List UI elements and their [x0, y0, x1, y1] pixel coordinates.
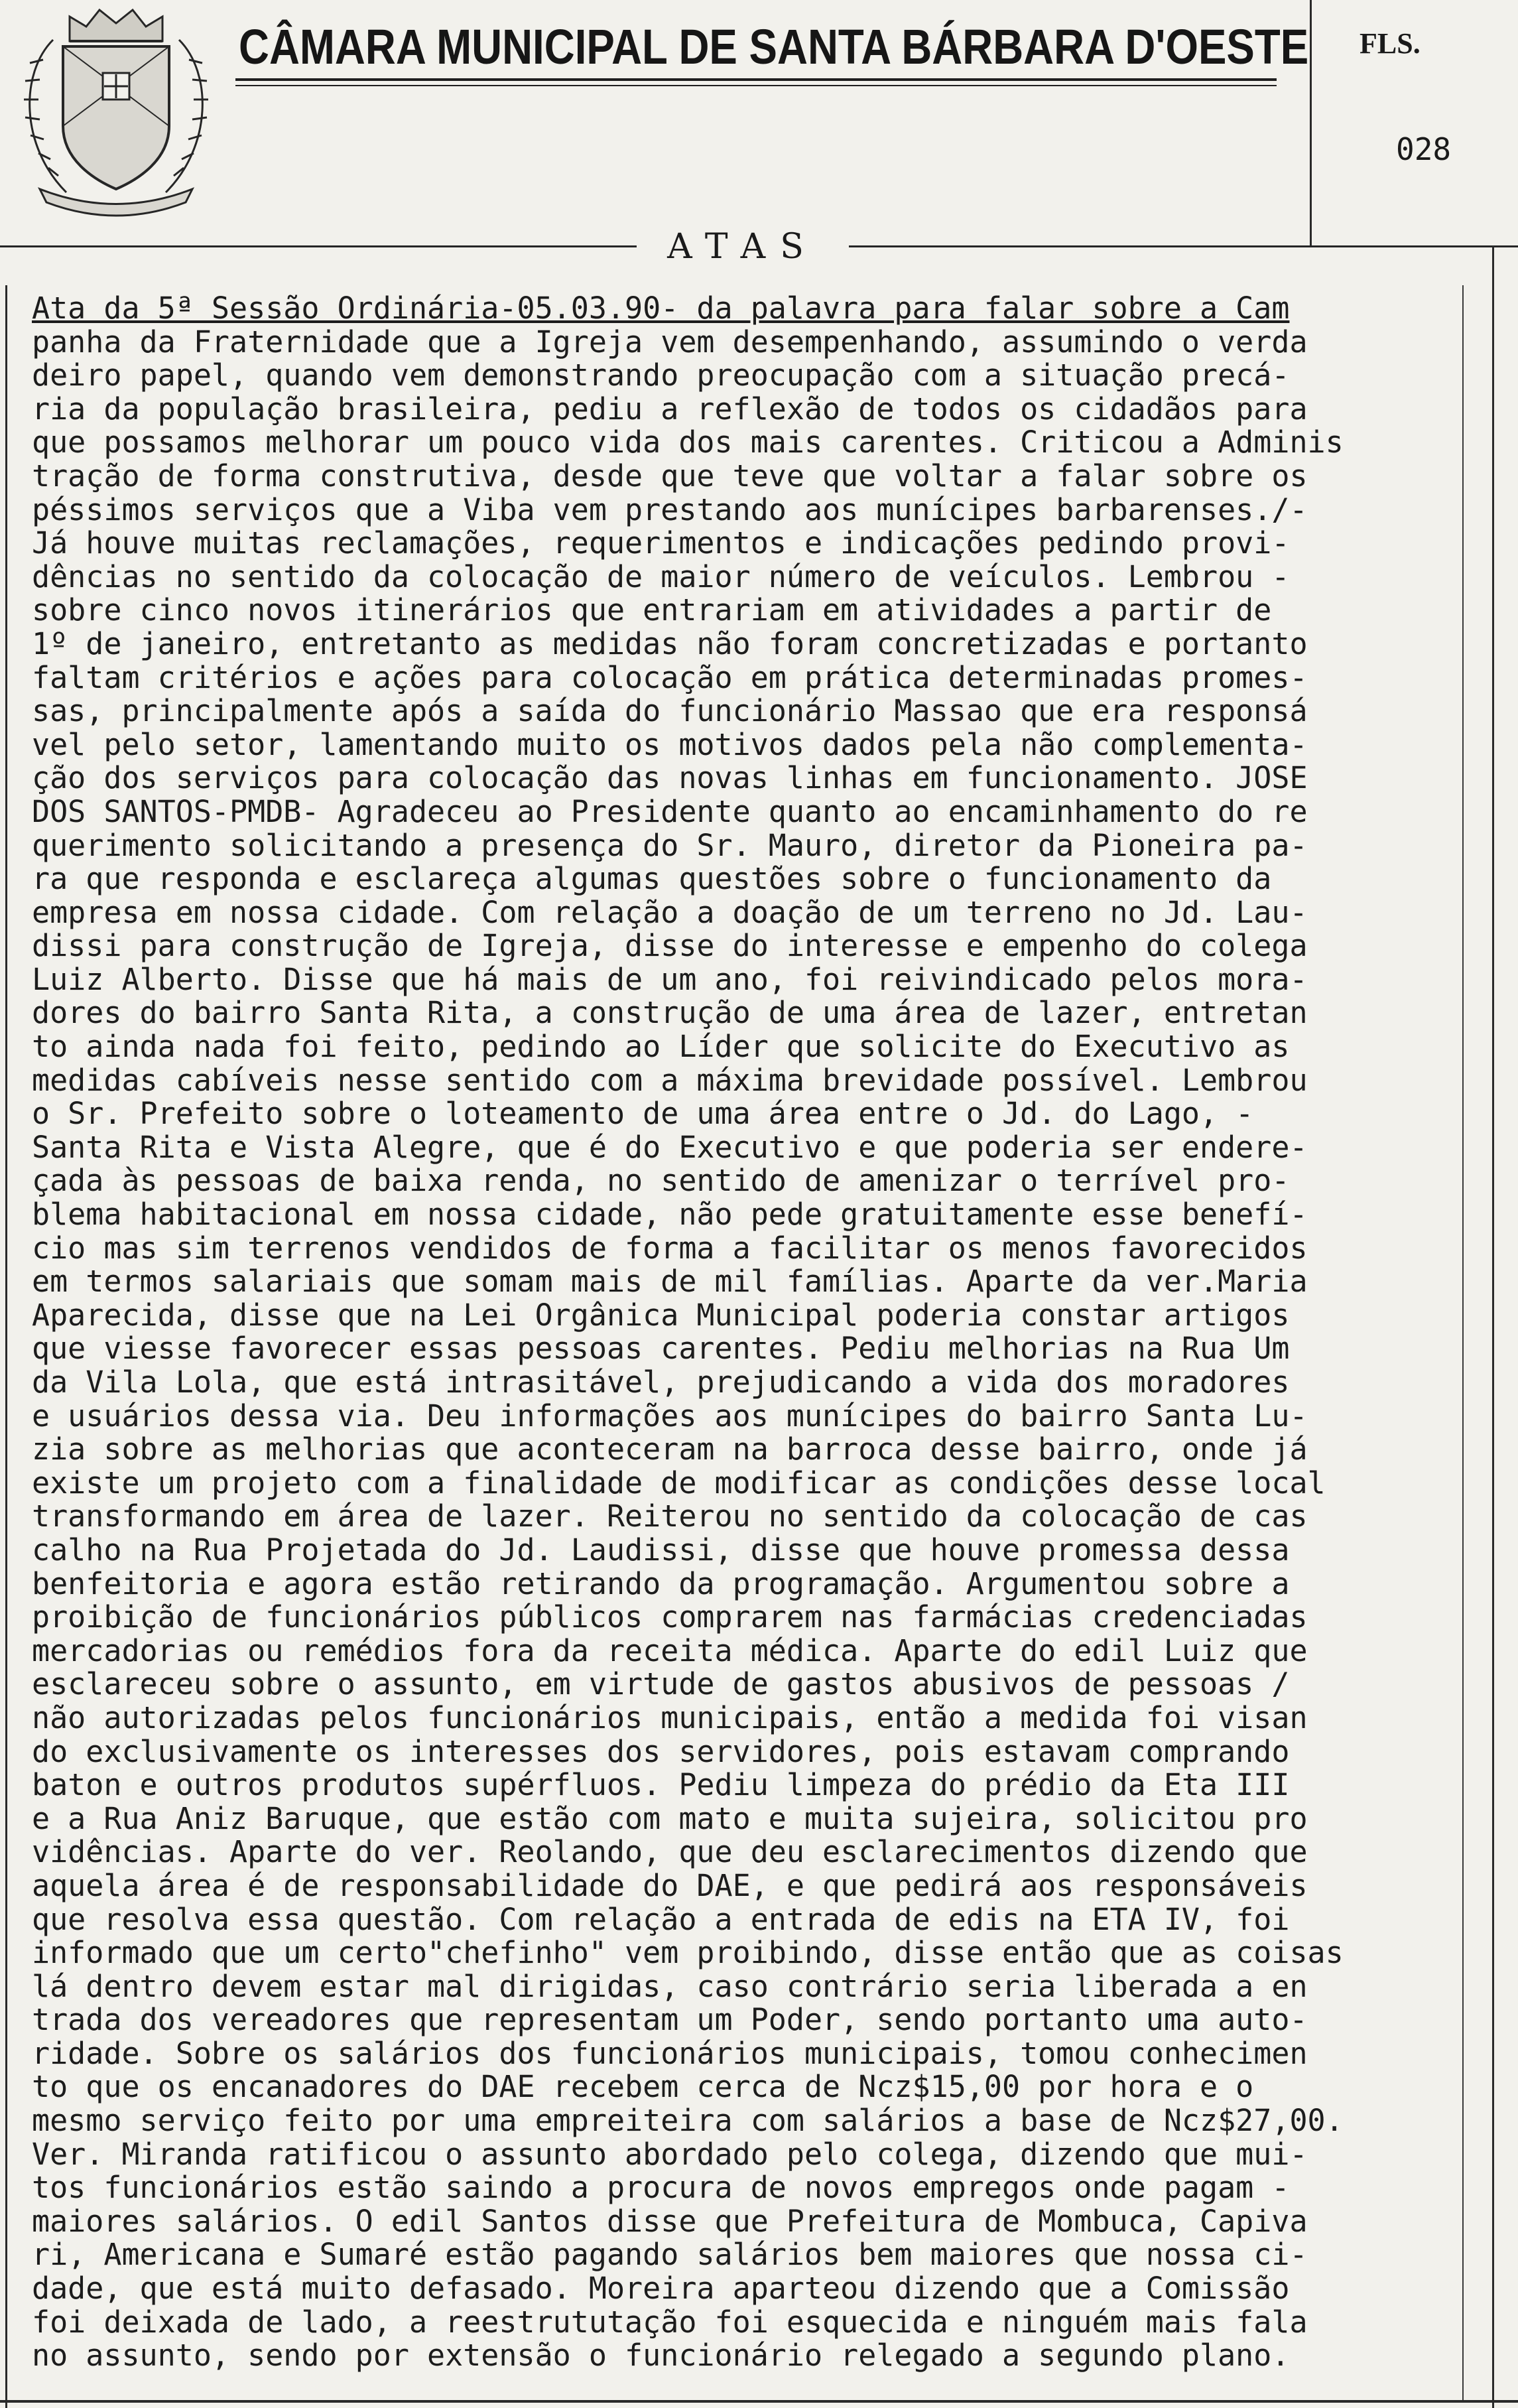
text-line: mesmo serviço feito por uma empreiteira com salários a base de Ncz$27,00.: [32, 2103, 1344, 2139]
header-divider: [1310, 0, 1312, 245]
text-line: Ata da 5ª Sessão Ordinária-05.03.90- da palavra para falar sobre a Cam: [32, 291, 1290, 326]
folio-label: FLS.: [1360, 27, 1421, 60]
text-line: dores do bairro Santa Rita, a construção de uma área de lazer, entretan: [32, 995, 1308, 1031]
text-line: cio mas sim terrenos vendidos de forma a facilitar os menos favorecidos: [32, 1230, 1308, 1266]
text-line: transformando em área de lazer. Reiterou no sentido da colocação de cas: [32, 1499, 1308, 1534]
title-underline-thin: [235, 85, 1277, 86]
text-line: que resolva essa questão. Com relação a entrada de edis na ETA IV, foi: [32, 1901, 1290, 1937]
frame-border-bottom: [0, 2400, 1518, 2403]
text-line: sas, principalmente após a saída do funcionário Massao que era responsá: [32, 693, 1308, 729]
text-line: lá dentro devem estar mal dirigidas, caso contrário seria liberada a en: [32, 1968, 1308, 2004]
section-rule-right: [849, 245, 1518, 247]
text-line: calho na Rua Projetada do Jd. Laudissi, disse que houve promessa dessa: [32, 1532, 1290, 1568]
text-line: tos funcionários estão saindo a procura de novos empregos onde pagam -: [32, 2170, 1290, 2206]
text-line: baton e outros produtos supérfluos. Pediu limpeza do prédio da Eta III: [32, 1767, 1290, 1803]
text-line: to que os encanadores do DAE recebem cerca de Ncz$15,00 por hora e o: [32, 2069, 1254, 2105]
title-underline: [235, 78, 1277, 81]
text-line: blema habitacional em nossa cidade, não pede gratuitamente esse benefí-: [32, 1197, 1308, 1233]
text-line: dissi para construção de Igreja, disse do interesse e empenho do colega: [32, 928, 1308, 964]
text-line: Já houve muitas reclamações, requerimentos e indicações pedindo provi-: [32, 525, 1290, 561]
text-line: e usuários dessa via. Deu informações aos munícipes do bairro Santa Lu-: [32, 1398, 1308, 1434]
text-line: em termos salariais que somam mais de mil famílias. Aparte da ver.Maria: [32, 1264, 1308, 1300]
section-title: ATAS: [667, 227, 818, 267]
text-line: no assunto, sendo por extensão o funcionário relegado a segundo plano.: [32, 2338, 1290, 2374]
text-line: informado que um certo"chefinho" vem proibindo, disse então que as coisas: [32, 1935, 1344, 1971]
text-line: 1º de janeiro, entretanto as medidas não foram concretizadas e portanto: [32, 626, 1308, 661]
text-line: ri, Americana e Sumaré estão pagando salários bem maiores que nossa ci-: [32, 2237, 1308, 2273]
text-line: sobre cinco novos itinerários que entrariam em atividades a partir de: [32, 592, 1272, 628]
text-line: ria da população brasileira, pediu a reflexão de todos os cidadãos para: [32, 391, 1308, 427]
text-line: querimento solicitando a presença do Sr. Mauro, diretor da Pioneira pa-: [32, 827, 1308, 863]
text-line: ridade. Sobre os salários dos funcionários municipais, tomou conhecimen: [32, 2035, 1308, 2071]
text-line: que possamos melhorar um pouco vida dos mais carentes. Criticou a Adminis: [32, 425, 1344, 460]
text-line: ra que responda e esclareça algumas questões sobre o funcionamento da: [32, 861, 1272, 897]
text-line: deiro papel, quando vem demonstrando preocupação com a situação precá-: [32, 358, 1290, 393]
text-line: dências no sentido da colocação de maior número de veículos. Lembrou -: [32, 559, 1290, 594]
text-line: e a Rua Aniz Baruque, que estão com mato e muita sujeira, solicitou pro: [32, 1800, 1308, 1836]
text-line: to ainda nada foi feito, pedindo ao Líder que solicite do Executivo as: [32, 1029, 1290, 1065]
text-line: dade, que está muito defasado. Moreira aparteou dizendo que a Comissão: [32, 2271, 1290, 2307]
text-line: não autorizadas pelos funcionários municipais, então a medida foi visan: [32, 1700, 1308, 1735]
section-rule-left: [0, 245, 637, 247]
text-line: o Sr. Prefeito sobre o loteamento de uma área entre o Jd. do Lago, -: [32, 1096, 1254, 1132]
text-line: benfeitoria e agora estão retirando da programação. Argumentou sobre a: [32, 1566, 1290, 1601]
text-line: Ver. Miranda ratificou o assunto abordado pelo colega, dizendo que mui-: [32, 2136, 1308, 2172]
text-line: faltam critérios e ações para colocação em prática determinadas promes-: [32, 659, 1308, 695]
text-line: tração de forma construtiva, desde que teve que voltar a falar sobre os: [32, 458, 1308, 494]
text-line: empresa em nossa cidade. Com relação a doação de um terreno no Jd. Lau-: [32, 894, 1308, 930]
document-header-title: CÂMARA MUNICIPAL DE SANTA BÁRBARA D'OESTE: [239, 19, 1309, 74]
frame-border-right: [1492, 245, 1494, 2408]
folio-number: 028: [1396, 131, 1452, 167]
text-line: ção dos serviços para colocação das novas linhas em funcionamento. JOSE: [32, 760, 1308, 796]
text-line: vidências. Aparte do ver. Reolando, que deu esclarecimentos dizendo que: [32, 1834, 1308, 1870]
text-line: Aparecida, disse que na Lei Orgânica Municipal poderia constar artigos: [32, 1297, 1290, 1333]
text-line: medidas cabíveis nesse sentido com a máxima brevidade possível. Lembrou: [32, 1062, 1308, 1098]
text-line: zia sobre as melhorias que aconteceram na barroca desse bairro, onde já: [32, 1432, 1308, 1467]
text-line: DOS SANTOS-PMDB- Agradeceu ao Presidente quanto ao encaminhamento do re: [32, 793, 1308, 829]
text-line: do exclusivamente os interesses dos servidores, pois estavam comprando: [32, 1733, 1290, 1769]
text-line: panha da Fraternidade que a Igreja vem desempenhando, assumindo o verda: [32, 324, 1308, 360]
text-line: que viesse favorecer essas pessoas carentes. Pediu melhorias na Rua Um: [32, 1331, 1290, 1367]
text-line: maiores salários. O edil Santos disse que Prefeitura de Mombuca, Capiva: [32, 2203, 1308, 2239]
coat-of-arms-icon: [7, 0, 225, 219]
text-line: vel pelo setor, lamentando muito os motivos dados pela não complementa-: [32, 726, 1308, 762]
text-line: existe um projeto com a finalidade de modificar as condições desse local: [32, 1465, 1326, 1501]
text-line: da Vila Lola, que está intrasitável, prejudicando a vida dos moradores: [32, 1365, 1290, 1400]
text-line: foi deixada de lado, a reestrututação foi esquecida e ninguém mais fala: [32, 2304, 1308, 2340]
text-line: proibição de funcionários públicos comprarem nas farmácias credenciadas: [32, 1599, 1308, 1635]
frame-border-left: [5, 285, 7, 2408]
text-line: çada às pessoas de baixa renda, no sentido de amenizar o terrível pro-: [32, 1163, 1290, 1199]
text-line: Santa Rita e Vista Alegre, que é do Executivo e que poderia ser endere-: [32, 1129, 1308, 1165]
text-line: Luiz Alberto. Disse que há mais de um ano, foi reivindicado pelos mora-: [32, 961, 1308, 997]
text-line: esclareceu sobre o assunto, em virtude de gastos abusivos de pessoas /: [32, 1666, 1290, 1702]
text-line: péssimos serviços que a Viba vem prestando aos munícipes barbarenses./-: [32, 492, 1308, 527]
text-line: trada dos vereadores que representam um Poder, sendo portanto uma auto-: [32, 2002, 1308, 2038]
text-line: mercadorias ou remédios fora da receita médica. Aparte do edil Luiz que: [32, 1633, 1308, 1668]
minutes-body: [32, 292, 1471, 2373]
text-line: aquela área é de responsabilidade do DAE, e que pedirá aos responsáveis: [32, 1867, 1308, 1903]
